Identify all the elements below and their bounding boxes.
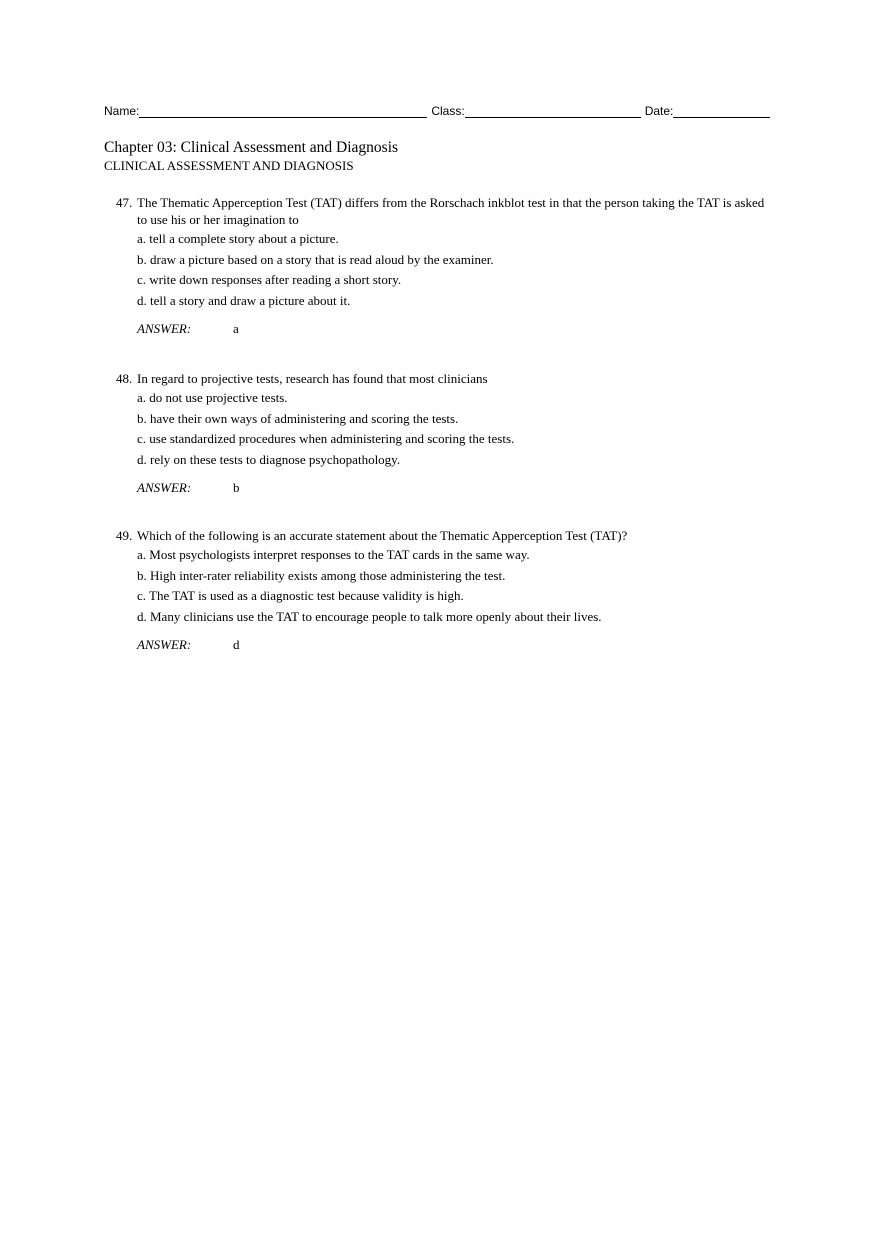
option-b: b. High inter-rater reliability exists among those administering the test. bbox=[137, 567, 506, 583]
option-c: c. The TAT is used as a diagnostic test because validity is high. bbox=[137, 588, 464, 603]
answer-options bbox=[137, 545, 766, 627]
name-blank-line bbox=[139, 104, 427, 118]
question-stem bbox=[116, 194, 766, 228]
question-47 bbox=[116, 194, 766, 338]
question-number: 48. bbox=[116, 371, 133, 386]
answer-row bbox=[137, 636, 766, 654]
chapter-subtitle: CLINICAL ASSESSMENT AND DIAGNOSIS bbox=[104, 158, 354, 173]
answer-row bbox=[137, 320, 766, 338]
question-text: In regard to projective tests, research has found that most clinicians bbox=[137, 371, 488, 386]
option-a: a. Most psychologists interpret responses to the TAT cards in the same way. bbox=[137, 547, 530, 562]
option-d: d. Many clinicians use the TAT to encourage people to talk more openly about their lives. bbox=[137, 608, 602, 624]
option-c: c. write down responses after reading a short story. bbox=[137, 272, 402, 287]
answer-label: ANSWER: bbox=[137, 480, 192, 495]
name-label: Name: bbox=[104, 104, 140, 118]
question-number: 47. bbox=[116, 195, 133, 210]
option-c: c. use standardized procedures when administering and scoring the tests. bbox=[137, 431, 515, 446]
question-text: The Thematic Apperception Test (TAT) differs from the Rorschach inkblot test in that the person taking the TAT is asked to use his or her imagination to bbox=[137, 195, 765, 227]
answer-label: ANSWER: bbox=[137, 321, 192, 336]
class-label: Class: bbox=[431, 104, 465, 118]
option-b: b. draw a picture based on a story that is read aloud by the examiner. bbox=[137, 251, 494, 267]
answer-label: ANSWER: bbox=[137, 637, 192, 652]
question-49 bbox=[116, 527, 766, 654]
option-d: d. tell a story and draw a picture about it. bbox=[137, 292, 351, 308]
answer-value: b bbox=[233, 480, 240, 495]
date-label: Date: bbox=[644, 104, 674, 118]
date-blank-line bbox=[673, 104, 770, 118]
question-stem bbox=[116, 527, 766, 544]
answer-value: d bbox=[233, 637, 240, 652]
answer-options bbox=[137, 229, 766, 311]
question-text: Which of the following is an accurate statement about the Thematic Apperception Test (TAT)? bbox=[137, 528, 628, 543]
answer-row bbox=[137, 479, 766, 497]
class-blank-line bbox=[465, 104, 641, 118]
option-b: b. have their own ways of administering and scoring the tests. bbox=[137, 410, 459, 426]
question-number: 49. bbox=[116, 528, 133, 543]
question-48 bbox=[116, 370, 766, 497]
option-d: d. rely on these tests to diagnose psychopathology. bbox=[137, 451, 401, 467]
question-stem bbox=[116, 370, 766, 387]
answer-value: a bbox=[233, 321, 239, 336]
student-info-header bbox=[104, 104, 776, 118]
option-a: a. do not use projective tests. bbox=[137, 390, 288, 405]
option-a: a. tell a complete story about a picture. bbox=[137, 231, 339, 246]
chapter-title: Chapter 03: Clinical Assessment and Diagnosis bbox=[104, 139, 399, 156]
answer-options bbox=[137, 388, 766, 470]
